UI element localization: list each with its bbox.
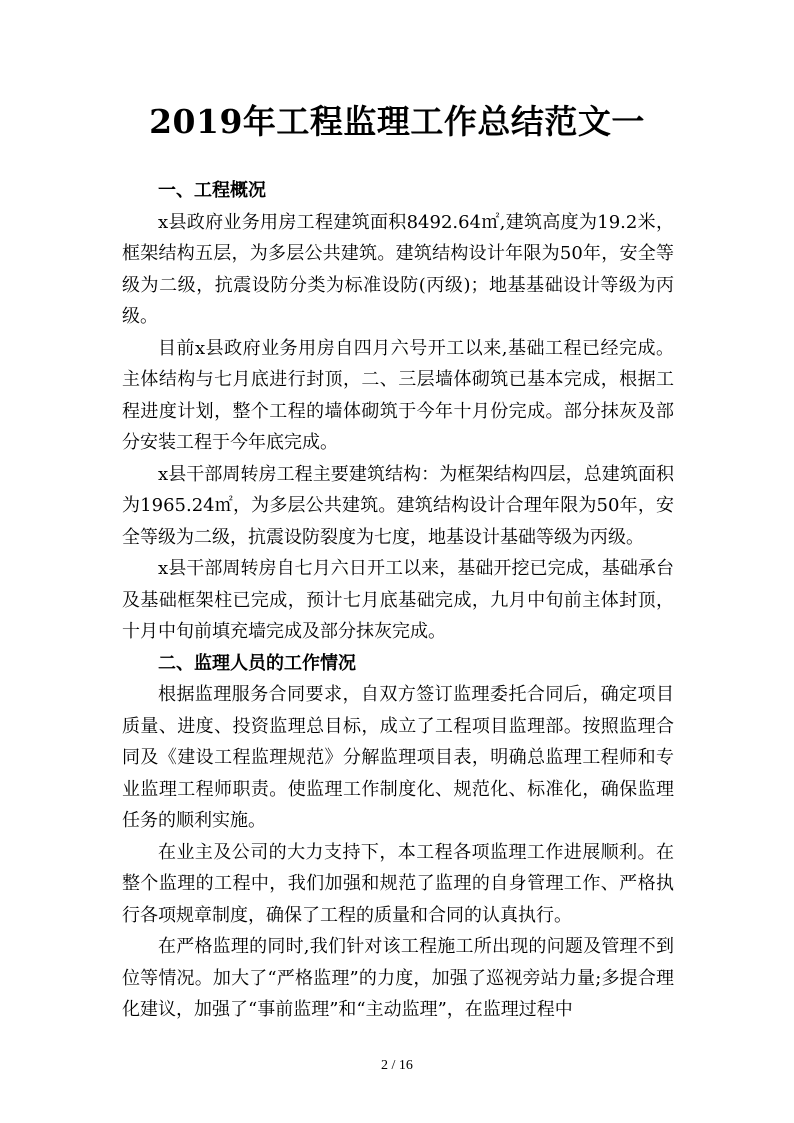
paragraph: x县干部周转房工程主要建筑结构：为框架结构四层，总建筑面积为1965.24㎡，为多层公共建筑。建筑结构设计合理年限为50年，安全等级为二级，抗震设防裂度为七度，地基设计基础等级为丙级。 [122, 463, 674, 548]
paragraph: x县干部周转房自七月六日开工以来，基础开挖已完成，基础承台及基础框架柱已完成，预计七月底基础完成，九月中旬前主体封顶，十月中旬前填充墙完成及部分抹灰完成。 [122, 558, 674, 642]
paragraph: x县政府业务用房工程建筑面积8492.64㎡,建筑高度为19.2米，框架结构五层，为多层公共建筑。建筑结构设计年限为50年，安全等级为二级，抗震设防分类为标准设防(丙级)；地基基础设计等级为丙级。 [122, 211, 674, 327]
paragraph: 在严格监理的同时,我们针对该工程施工所出现的问题及管理不到位等情况。加大了“严格监理”的力度，加强了巡视旁站力量;多提合理化建议，加强了“事前监理”和“主动监理”，在监理过程中 [122, 936, 674, 1020]
section-heading: 一、工程概况 [158, 180, 266, 201]
paragraph: 在业主及公司的大力支持下，本工程各项监理工作进展顺利。在整个监理的工程中，我们加强和规范了监理的自身管理工作、严格执行各项规章制度，确保了工程的质量和合同的认真执行。 [122, 841, 674, 926]
paragraph: 根据监理服务合同要求，自双方签订监理委托合同后，确定项目质量、进度、投资监理总目标，成立了工程项目监理部。按照监理合同及《建设工程监理规范》分解监理项目表，明确总监理工程师和专业监理工程师职责。使监理工作制度化、规范化、标准化，确保监理任务的顺利实施。 [122, 684, 674, 831]
section-heading: 二、监理人员的工作情况 [158, 652, 356, 674]
paragraph: 目前x县政府业务用房自四月六号开工以来,基础工程已经完成。主体结构与七月底进行封顶，二、三层墙体砌筑已基本完成，根据工程进度计划，整个工程的墙体砌筑于今年十月份完成。部分抹灰及部分安装工程于今年底完成。 [122, 337, 674, 453]
page-number: 2 / 16 [381, 1058, 413, 1073]
document-title: 2019年工程监理工作总结范文一 [149, 102, 645, 141]
document-body [122, 175, 674, 1026]
